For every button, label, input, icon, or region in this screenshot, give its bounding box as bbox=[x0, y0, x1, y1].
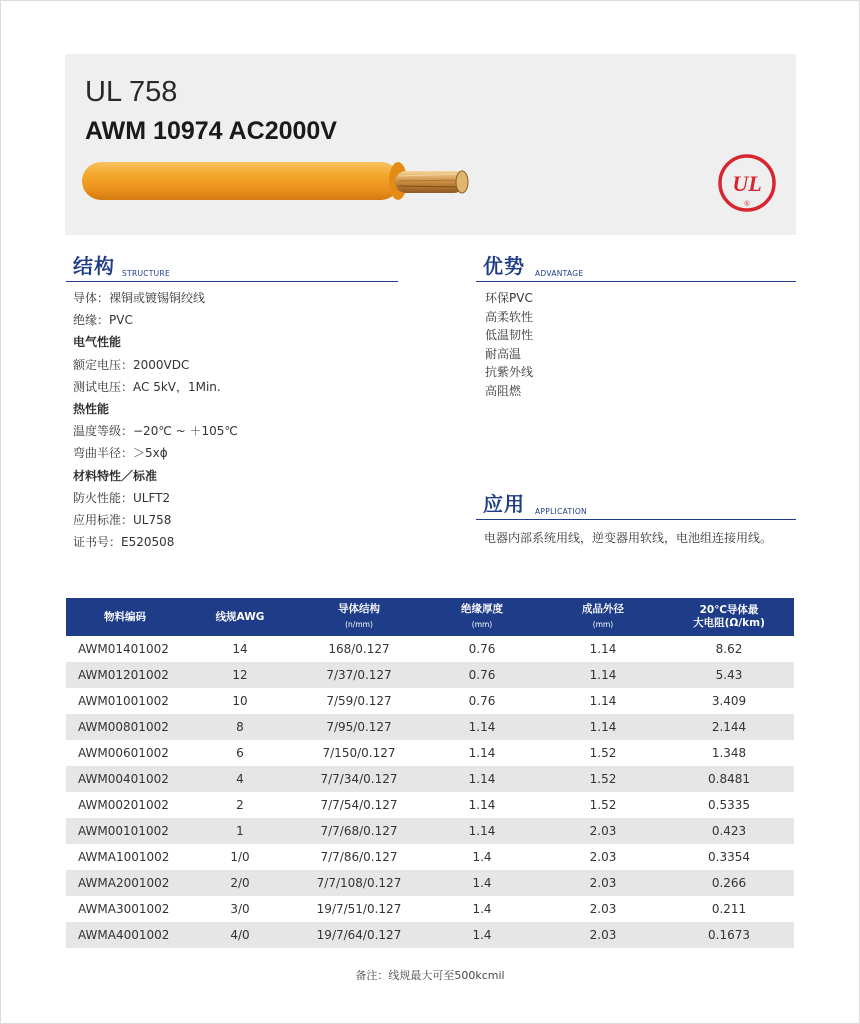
table-cell: AWM01001002 bbox=[78, 694, 169, 708]
table-cell: 168/0.127 bbox=[328, 642, 390, 656]
application-heading bbox=[476, 490, 796, 520]
structure-item: 证书号：E520508 bbox=[73, 535, 175, 550]
table-row bbox=[66, 870, 794, 896]
structure-subheading: 电气性能 bbox=[73, 335, 122, 350]
table-row bbox=[66, 792, 794, 818]
table-cell: 7/7/86/0.127 bbox=[320, 850, 398, 864]
table-cell: 0.1673 bbox=[708, 928, 750, 942]
table-cell: 1.14 bbox=[468, 746, 496, 760]
table-cell: 0.76 bbox=[468, 668, 496, 682]
structure-item: 温度等级：−20℃ ~ ＋105℃ bbox=[73, 424, 238, 439]
table-cell: 7/150/0.127 bbox=[322, 746, 396, 760]
advantage-item: 抗紫外线 bbox=[485, 365, 534, 379]
table-cell: 0.76 bbox=[468, 694, 496, 708]
table-cell: 14 bbox=[232, 642, 248, 656]
application-title-en: APPLICATION bbox=[535, 507, 587, 516]
table-cell: 0.266 bbox=[711, 876, 747, 890]
application-text: 电器内部系统用线，逆变器用软线，电池组连接用线。 bbox=[484, 531, 773, 545]
structure-subheading: 热性能 bbox=[73, 402, 110, 416]
structure-item: 导体：裸铜或镀锡铜绞线 bbox=[73, 291, 206, 305]
table-cell: 0.3354 bbox=[708, 850, 750, 864]
header-label: 导体结构 bbox=[338, 603, 380, 615]
table-cell: AWM00401002 bbox=[78, 772, 169, 786]
advantage-item: 环保PVC bbox=[485, 291, 533, 305]
table-cell: 7/7/108/0.127 bbox=[316, 876, 402, 890]
table-cell: 1.52 bbox=[589, 746, 617, 760]
table-cell: 5.43 bbox=[715, 668, 743, 682]
table-cell: 7/7/34/0.127 bbox=[320, 772, 398, 786]
table-cell: 1.52 bbox=[589, 772, 617, 786]
table-cell: 2.03 bbox=[589, 850, 617, 864]
table-cell: 1.14 bbox=[468, 772, 496, 786]
table-cell: 1.4 bbox=[472, 850, 492, 864]
structure-subheading: 材料特性／标准 bbox=[73, 468, 158, 483]
table-cell: 4/0 bbox=[230, 928, 250, 942]
table-cell: 2.03 bbox=[589, 902, 617, 916]
table-cell: 3/0 bbox=[230, 902, 250, 916]
header-label: 物料编码 bbox=[104, 610, 146, 623]
table-cell: 8 bbox=[236, 720, 244, 734]
table-cell: 1.14 bbox=[589, 642, 617, 656]
table-cell: AWMA2001002 bbox=[78, 876, 170, 890]
table-cell: 2 bbox=[236, 798, 244, 812]
table-cell: 7/59/0.127 bbox=[326, 694, 392, 708]
table-cell: AWM01201002 bbox=[78, 668, 169, 682]
application-title-zh: 应用 bbox=[483, 492, 525, 516]
table-cell: 8.62 bbox=[715, 642, 743, 656]
table-cell: 19/7/51/0.127 bbox=[316, 902, 402, 916]
table-header-cell bbox=[66, 598, 184, 636]
structure-item: 绝缘：PVC bbox=[73, 313, 133, 328]
table-cell: 7/7/68/0.127 bbox=[320, 824, 398, 838]
spec-table-container bbox=[66, 598, 794, 948]
table-cell: 1.14 bbox=[589, 668, 617, 682]
table-cell: 1/0 bbox=[230, 850, 250, 864]
table-header-cell bbox=[422, 598, 542, 636]
header-label: 线规AWG bbox=[215, 610, 265, 623]
table-cell: 0.423 bbox=[711, 824, 747, 838]
table-cell: 1.14 bbox=[468, 824, 496, 838]
structure-title-en: STRUCTURE bbox=[122, 269, 171, 278]
structure-heading bbox=[66, 252, 398, 282]
table-cell: AWM01401002 bbox=[78, 642, 169, 656]
table-cell: 19/7/64/0.127 bbox=[316, 928, 402, 942]
footer-note: 备注：线规最大可至500kcmil bbox=[355, 969, 505, 982]
table-cell: AWMA3001002 bbox=[78, 902, 170, 916]
table-row bbox=[66, 636, 794, 662]
table-cell: 12 bbox=[232, 668, 248, 682]
table-row bbox=[66, 818, 794, 844]
table-cell: 6 bbox=[236, 746, 244, 760]
header-label: 20℃导体最 大电阻(Ω/km) bbox=[693, 604, 765, 629]
table-cell: 2.03 bbox=[589, 928, 617, 942]
table-cell: 7/7/54/0.127 bbox=[320, 798, 398, 812]
table-cell: 0.8481 bbox=[708, 772, 750, 786]
table-cell: 0.211 bbox=[711, 902, 747, 916]
standard-title: UL 758 bbox=[85, 76, 178, 108]
table-cell: 1.4 bbox=[472, 928, 492, 942]
table-cell: 1.14 bbox=[589, 720, 617, 734]
table-cell: 3.409 bbox=[711, 694, 747, 708]
table-cell: 0.76 bbox=[468, 642, 496, 656]
table-cell: 1.14 bbox=[589, 694, 617, 708]
table-row bbox=[66, 922, 794, 948]
table-cell: 2.144 bbox=[711, 720, 747, 734]
table-row bbox=[66, 688, 794, 714]
ul-logo-text: UL bbox=[732, 171, 762, 196]
header-label: 成品外径 bbox=[582, 603, 624, 615]
structure-title-zh: 结构 bbox=[73, 254, 115, 278]
table-cell: 7/95/0.127 bbox=[326, 720, 392, 734]
product-title: AWM 10974 AC2000V bbox=[85, 117, 337, 145]
table-cell: AWM00801002 bbox=[78, 720, 169, 734]
structure-item: 额定电压：2000VDC bbox=[73, 357, 190, 372]
table-header-cell bbox=[542, 598, 664, 636]
advantage-item: 高阻燃 bbox=[485, 383, 522, 398]
structure-item: 应用标准：UL758 bbox=[73, 513, 172, 527]
table-cell: 1 bbox=[236, 824, 244, 838]
ul-certification-logo bbox=[717, 153, 777, 213]
table-cell: 1.4 bbox=[472, 876, 492, 890]
table-cell: 2/0 bbox=[230, 876, 250, 890]
table-cell: AWM00601002 bbox=[78, 746, 169, 760]
table-cell: 1.14 bbox=[468, 798, 496, 812]
table-cell: 1.4 bbox=[472, 902, 492, 916]
header-unit: (mm) bbox=[592, 620, 614, 629]
table-row bbox=[66, 714, 794, 740]
hero-banner bbox=[65, 54, 796, 235]
table-cell: 0.5335 bbox=[708, 798, 750, 812]
table-row bbox=[66, 844, 794, 870]
table-row bbox=[66, 662, 794, 688]
advantage-title-en: ADVANTAGE bbox=[535, 269, 584, 278]
table-row bbox=[66, 766, 794, 792]
advantage-item: 低温韧性 bbox=[485, 328, 534, 342]
table-cell: 2.03 bbox=[589, 824, 617, 838]
table-cell: 1.348 bbox=[711, 746, 747, 760]
header-unit: (n/mm) bbox=[345, 620, 373, 629]
advantage-heading bbox=[476, 252, 796, 282]
table-cell: AWMA1001002 bbox=[78, 850, 170, 864]
advantage-item: 高柔软性 bbox=[485, 309, 534, 324]
table-cell: 1.14 bbox=[468, 720, 496, 734]
table-cell: 10 bbox=[232, 694, 248, 708]
advantage-item: 耐高温 bbox=[485, 346, 522, 361]
table-body bbox=[66, 636, 794, 948]
table-cell: 2.03 bbox=[589, 876, 617, 890]
cable-image bbox=[81, 158, 481, 206]
table-header-cell bbox=[296, 598, 422, 636]
structure-item: 测试电压：AC 5kV，1Min. bbox=[73, 379, 221, 394]
advantage-title-zh: 优势 bbox=[483, 254, 525, 278]
table-cell: 4 bbox=[236, 772, 244, 786]
structure-item: 防火性能：ULFT2 bbox=[73, 490, 171, 505]
table-header-cell bbox=[184, 598, 296, 636]
table-cell: AWM00201002 bbox=[78, 798, 169, 812]
table-row bbox=[66, 896, 794, 922]
table-header-cell bbox=[664, 598, 794, 636]
table-cell: 7/37/0.127 bbox=[326, 668, 392, 682]
ul-registered-mark: ® bbox=[744, 201, 750, 208]
table-cell: 1.52 bbox=[589, 798, 617, 812]
header-unit: (mm) bbox=[471, 620, 493, 629]
table-header-row bbox=[66, 598, 794, 636]
table-cell: AWM00101002 bbox=[78, 824, 169, 838]
structure-item: 弯曲半径：＞5xϕ bbox=[73, 446, 168, 461]
table-row bbox=[66, 740, 794, 766]
header-label: 绝缘厚度 bbox=[461, 603, 503, 615]
table-cell: AWMA4001002 bbox=[78, 928, 170, 942]
spec-table bbox=[66, 598, 794, 948]
